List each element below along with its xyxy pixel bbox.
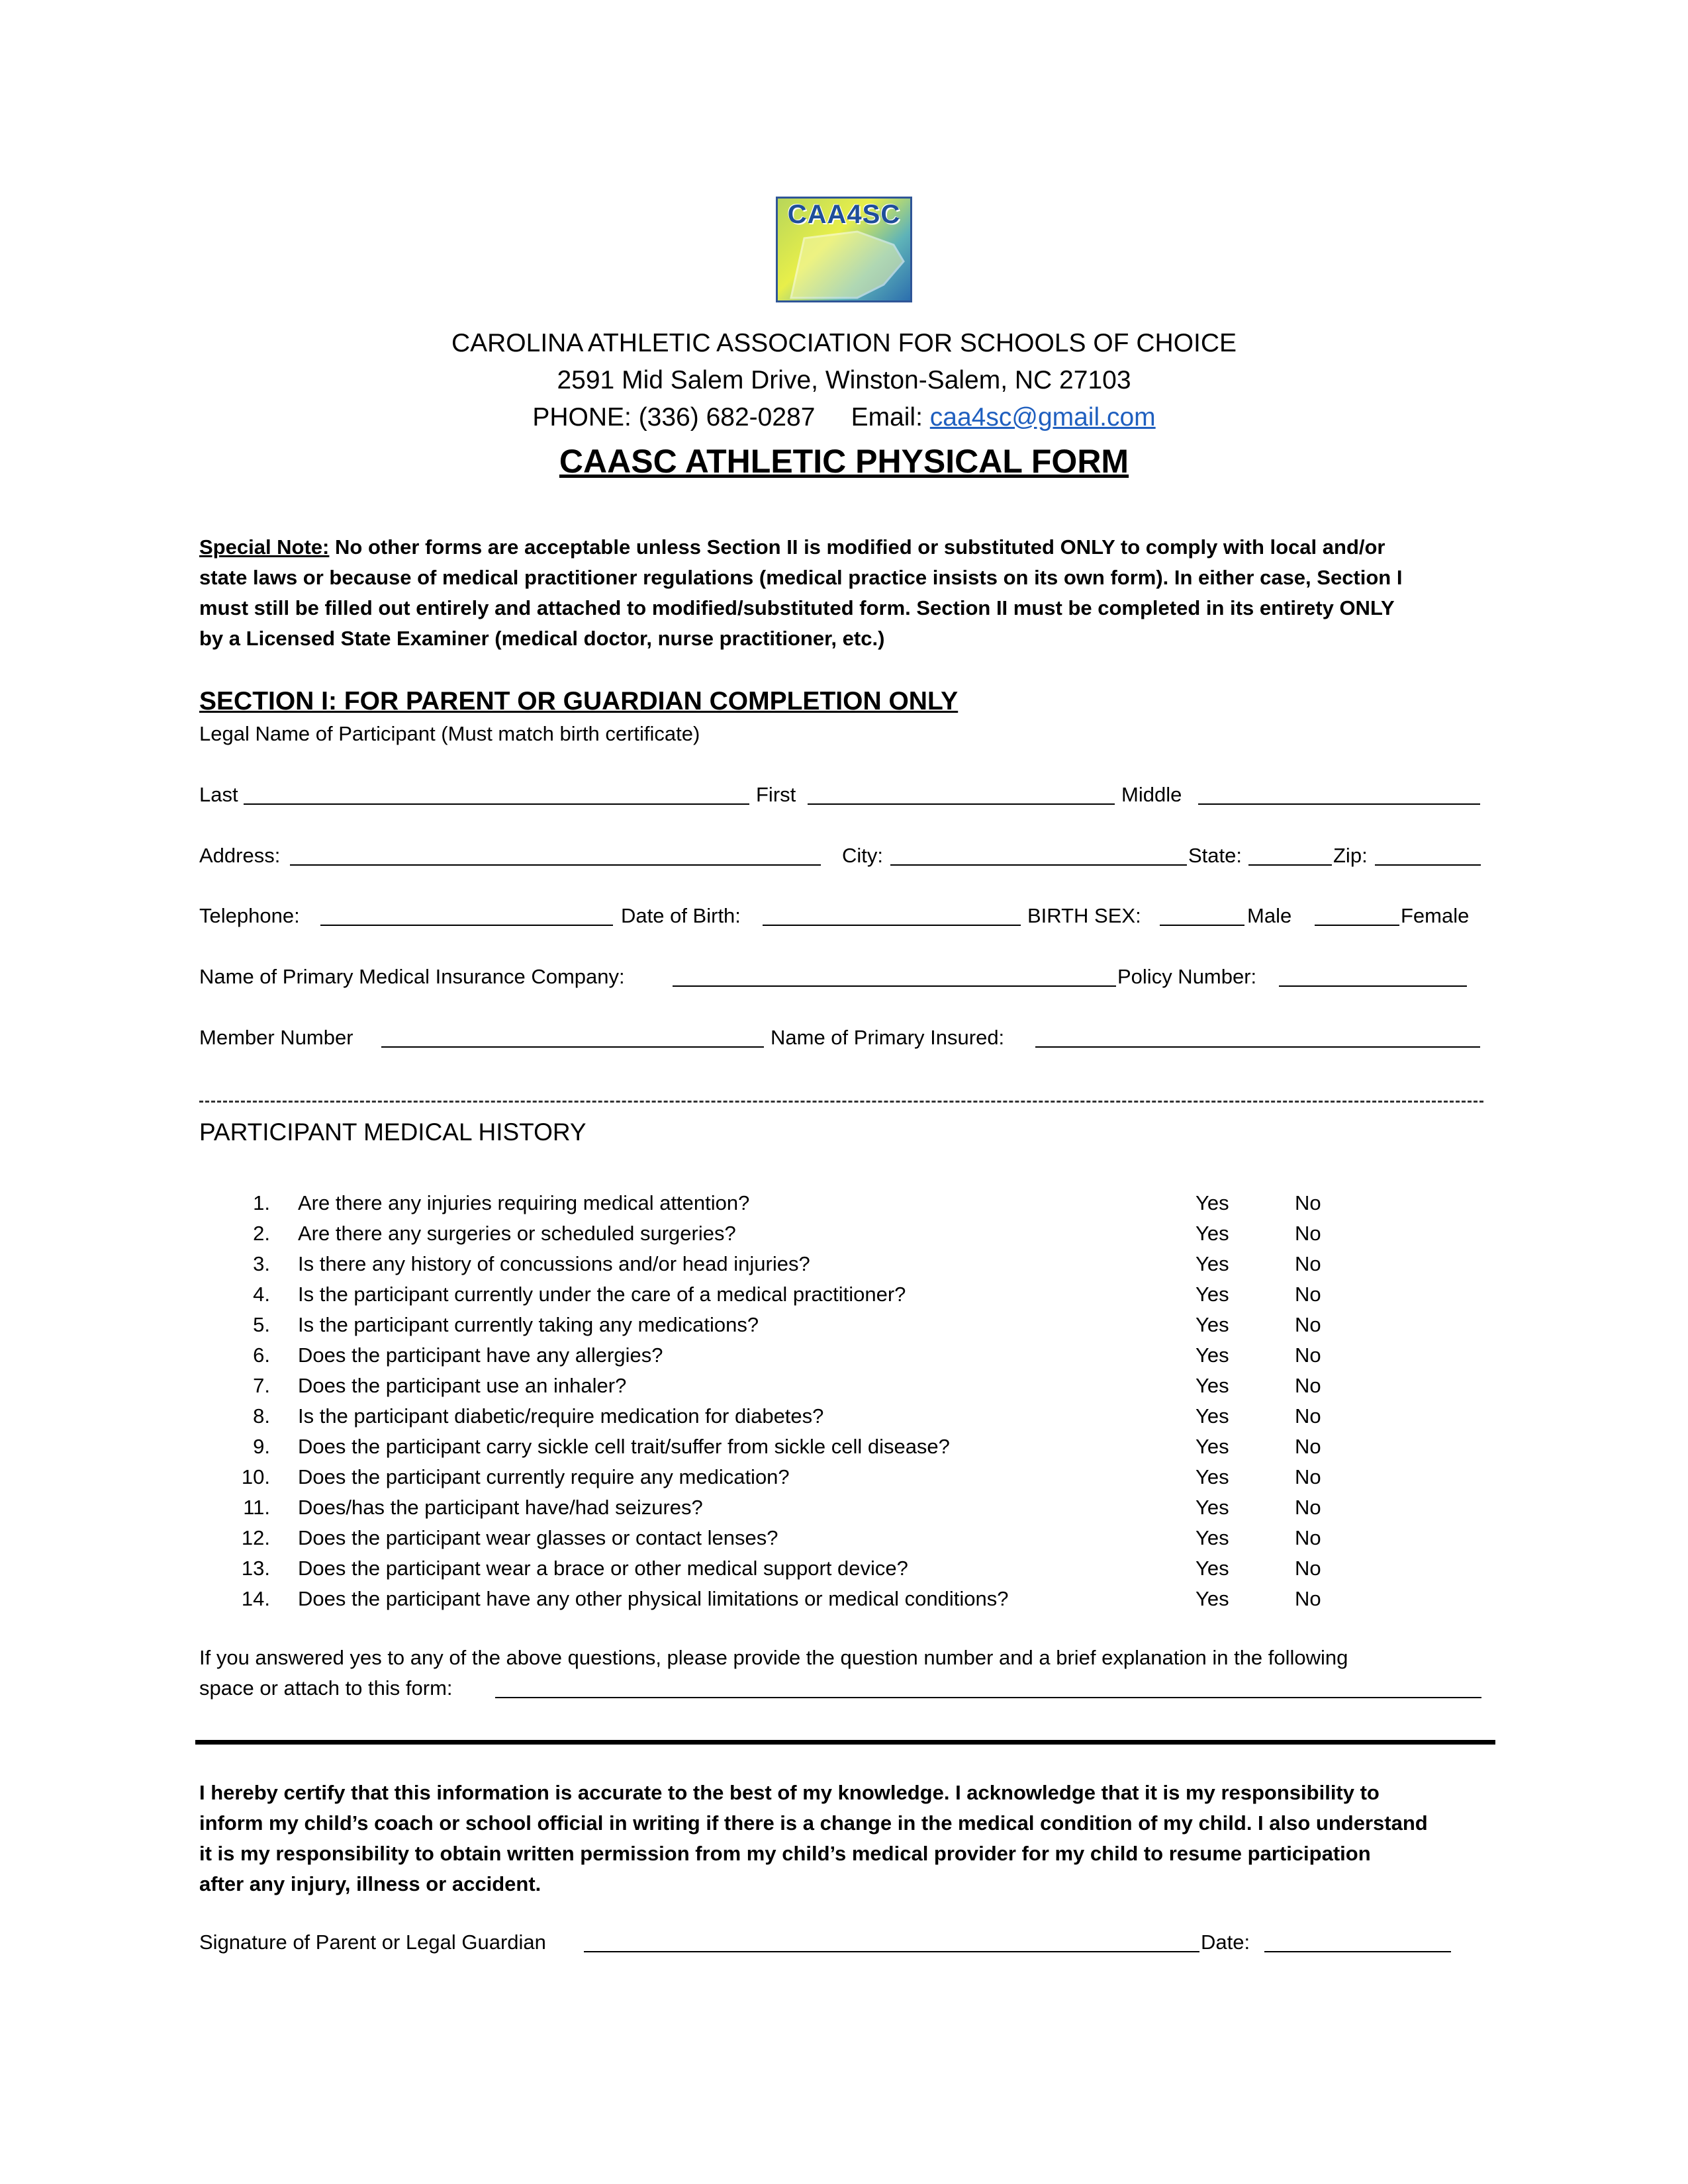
no-option[interactable]: No [1295, 1252, 1321, 1275]
question-number: 8. [253, 1404, 270, 1428]
yes-option[interactable]: Yes [1196, 1313, 1229, 1336]
date-field[interactable] [1264, 1951, 1451, 1952]
explain-line-2: space or attach to this form: [199, 1676, 453, 1700]
yes-option[interactable]: Yes [1196, 1496, 1229, 1519]
question-text: Is the participant currently taking any medications? [298, 1313, 759, 1336]
cert-line-4: after any injury, illness or accident. [199, 1872, 541, 1895]
note-label: Special Note: [199, 535, 330, 559]
history-title: PARTICIPANT MEDICAL HISTORY [199, 1118, 586, 1146]
cert-line-2: inform my child’s coach or school official in writing if there is a change in the medical condition of my child. I also understand [199, 1811, 1428, 1835]
policy-label: Policy Number: [1117, 965, 1257, 988]
section1-title: SECTION I: FOR PARENT OR GUARDIAN COMPLETION ONLY [199, 687, 959, 715]
question-text: Does/has the participant have/had seizures? [298, 1496, 703, 1519]
question-number: 1. [253, 1191, 270, 1214]
yes-option[interactable]: Yes [1196, 1404, 1229, 1428]
dashed-divider [199, 1101, 1483, 1103]
question-number: 3. [253, 1252, 270, 1275]
no-option[interactable]: No [1295, 1191, 1321, 1214]
question-number: 7. [253, 1374, 270, 1397]
no-option[interactable]: No [1295, 1374, 1321, 1397]
no-option[interactable]: No [1295, 1283, 1321, 1306]
logo-text: CAA4SC [787, 200, 901, 229]
question-text: Does the participant have any allergies? [298, 1343, 663, 1367]
member-label: Member Number [199, 1026, 353, 1049]
dob-field[interactable] [763, 925, 1021, 926]
cert-line-3: it is my responsibility to obtain written permission from my child’s medical provider for my child to resume participation [199, 1842, 1371, 1865]
caa4sc-logo [776, 197, 912, 302]
yes-option[interactable]: Yes [1196, 1222, 1229, 1245]
question-number: 13. [241, 1557, 270, 1580]
question-text: Does the participant wear glasses or contact lenses? [298, 1526, 778, 1549]
male-label: Male [1247, 904, 1292, 927]
city-label: City: [842, 844, 883, 867]
explain-line-1: If you answered yes to any of the above questions, please provide the question number and a brief explanation in the following [199, 1646, 1348, 1669]
question-number: 6. [253, 1343, 270, 1367]
question-text: Are there any injuries requiring medical attention? [298, 1191, 750, 1214]
no-option[interactable]: No [1295, 1435, 1321, 1458]
yes-option[interactable]: Yes [1196, 1465, 1229, 1488]
question-number: 11. [243, 1496, 270, 1519]
no-option[interactable]: No [1295, 1557, 1321, 1580]
signature-field[interactable] [584, 1951, 1199, 1952]
question-number: 4. [253, 1283, 270, 1306]
special-note [199, 532, 1402, 654]
insured-field[interactable] [1035, 1046, 1480, 1048]
certification-text [199, 1778, 1428, 1899]
contact-line [0, 403, 1688, 432]
male-field[interactable] [1160, 925, 1244, 926]
policy-field[interactable] [1279, 985, 1467, 987]
last-label: Last [199, 783, 238, 806]
member-field[interactable] [381, 1046, 764, 1048]
no-option[interactable]: No [1295, 1222, 1321, 1245]
female-label: Female [1401, 904, 1470, 927]
insured-label: Name of Primary Insured: [771, 1026, 1005, 1049]
org-name: CAROLINA ATHLETIC ASSOCIATION FOR SCHOOLS OF CHOICE [451, 329, 1237, 357]
no-option[interactable]: No [1295, 1404, 1321, 1428]
last-name-field[interactable] [244, 803, 749, 805]
telephone-field[interactable] [320, 925, 613, 926]
org-address: 2591 Mid Salem Drive, Winston-Salem, NC 27103 [557, 366, 1131, 394]
state-map-icon [778, 199, 910, 302]
yes-option[interactable]: Yes [1196, 1283, 1229, 1306]
date-label: Date: [1201, 1931, 1250, 1954]
yes-option[interactable]: Yes [1196, 1191, 1229, 1214]
address-field[interactable] [290, 864, 821, 866]
zip-label: Zip: [1333, 844, 1368, 867]
no-option[interactable]: No [1295, 1587, 1321, 1610]
yes-option[interactable]: Yes [1196, 1587, 1229, 1610]
question-text: Are there any surgeries or scheduled surgeries? [298, 1222, 736, 1245]
section-divider [195, 1740, 1495, 1745]
no-option[interactable]: No [1295, 1313, 1321, 1336]
form-title: CAASC ATHLETIC PHYSICAL FORM [559, 443, 1129, 480]
first-label: First [756, 783, 796, 806]
question-number: 10. [241, 1465, 270, 1488]
zip-field[interactable] [1375, 864, 1481, 866]
first-name-field[interactable] [808, 803, 1115, 805]
note-line-1 [199, 532, 1402, 563]
middle-label: Middle [1121, 783, 1182, 806]
yes-option[interactable]: Yes [1196, 1557, 1229, 1580]
explanation-field[interactable] [495, 1697, 1481, 1698]
note-line-4: by a Licensed State Examiner (medical doctor, nurse practitioner, etc.) [199, 627, 885, 650]
dob-label: Date of Birth: [621, 904, 741, 927]
email-link[interactable]: caa4sc@gmail.com [929, 403, 1156, 432]
state-field[interactable] [1248, 864, 1332, 866]
no-option[interactable]: No [1295, 1526, 1321, 1549]
cert-line-1: I hereby certify that this information is accurate to the best of my knowledge. I acknowledge that it is my responsibility to [199, 1781, 1380, 1804]
birth-sex-label: BIRTH SEX: [1027, 904, 1141, 927]
address-label: Address: [199, 844, 281, 867]
no-option[interactable]: No [1295, 1465, 1321, 1488]
question-text: Is the participant diabetic/require medication for diabetes? [298, 1404, 824, 1428]
question-number: 12. [241, 1526, 270, 1549]
question-text: Does the participant currently require any medication? [298, 1465, 790, 1488]
yes-option[interactable]: Yes [1196, 1374, 1229, 1397]
yes-option[interactable]: Yes [1196, 1526, 1229, 1549]
no-option[interactable]: No [1295, 1343, 1321, 1367]
note-line-1-text: No other forms are acceptable unless Section II is modified or substituted ONLY to comply with local and/or [335, 535, 1385, 559]
phone-text: PHONE: (336) 682-0287 [532, 403, 816, 432]
insurance-field[interactable] [673, 985, 1116, 987]
note-line-3: must still be filled out entirely and attached to modified/substituted form. Section II must be completed in its entirety ONLY [199, 596, 1395, 619]
question-number: 14. [241, 1587, 270, 1610]
female-field[interactable] [1315, 925, 1399, 926]
question-number: 2. [253, 1222, 270, 1245]
telephone-label: Telephone: [199, 904, 300, 927]
middle-name-field[interactable] [1198, 803, 1480, 805]
question-text: Does the participant wear a brace or other medical support device? [298, 1557, 908, 1580]
question-text: Does the participant have any other physical limitations or medical conditions? [298, 1587, 1009, 1610]
insurance-label: Name of Primary Medical Insurance Company: [199, 965, 625, 988]
question-text: Is there any history of concussions and/or head injuries? [298, 1252, 810, 1275]
email-label: Email: [851, 403, 923, 432]
yes-option[interactable]: Yes [1196, 1252, 1229, 1275]
question-text: Is the participant currently under the care of a medical practitioner? [298, 1283, 906, 1306]
note-line-2: state laws or because of medical practitioner regulations (medical practice insists on its own form). In either case, Section I [199, 566, 1403, 589]
question-number: 5. [253, 1313, 270, 1336]
question-number: 9. [253, 1435, 270, 1458]
yes-option[interactable]: Yes [1196, 1435, 1229, 1458]
city-field[interactable] [890, 864, 1187, 866]
state-label: State: [1188, 844, 1242, 867]
section1-subtitle: Legal Name of Participant (Must match birth certificate) [199, 722, 700, 745]
yes-option[interactable]: Yes [1196, 1343, 1229, 1367]
question-text: Does the participant carry sickle cell trait/suffer from sickle cell disease? [298, 1435, 950, 1458]
no-option[interactable]: No [1295, 1496, 1321, 1519]
signature-label: Signature of Parent or Legal Guardian [199, 1931, 546, 1954]
question-text: Does the participant use an inhaler? [298, 1374, 627, 1397]
